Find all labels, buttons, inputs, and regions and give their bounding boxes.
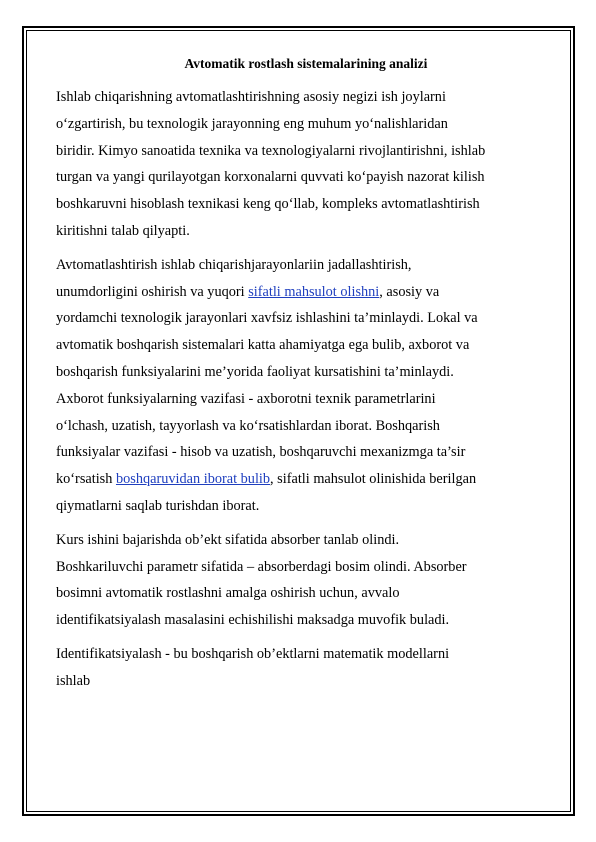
text-line (56, 466, 556, 493)
text-line (56, 413, 556, 440)
text-segment: Avtomatlashtirish ishlab chiqarishjarayonlariin jadallashtirish, (56, 256, 412, 273)
text-segment: , asosiy va (379, 283, 440, 300)
text-segment: Identifikatsiyalash - bu boshqarish ob’ektlarni matematik modellarni (56, 645, 450, 662)
text-line (56, 84, 556, 111)
text-segment: turgan va yangi qurilayotgan korxonalarni quvvati ko‘payish nazorat kilish (56, 169, 485, 186)
text-line (56, 164, 556, 191)
text-segment: Boshkariluvchi parametr sifatida – absorberdagi bosim olindi. Absorber (56, 558, 467, 575)
text-segment: o‘zgartirish, bu texnologik jarayonning eng muhum yo‘nalishlaridan (56, 115, 448, 132)
text-line (56, 218, 556, 245)
inline-link[interactable]: sifatli mahsulot olishni (248, 283, 380, 300)
text-line (56, 554, 556, 581)
text-segment: unumdorligini oshirish va yuqori (56, 283, 249, 300)
text-segment: identifikatsiyalash masalasini echishilishi maksadga muvofik buladi. (56, 612, 450, 629)
paragraph-2 (56, 252, 556, 520)
text-segment: o‘lchash, uzatish, tayyorlash va ko‘rsatishlardan iborat. Boshqarish (56, 417, 440, 434)
text-line (56, 359, 556, 386)
text-segment: ishlab (56, 672, 91, 689)
text-segment: qiymatlarni saqlab turishdan iborat. (56, 497, 260, 514)
text-line (56, 252, 556, 279)
text-segment: Ishlab chiqarishning avtomatlashtirishning asosiy negizi ish joylarni (56, 89, 446, 105)
text-line (56, 607, 556, 634)
document-title: Avtomatik rostlash sistemalarining analizi (184, 56, 428, 71)
text-line (56, 191, 556, 218)
text-line (56, 668, 556, 695)
text-segment: , sifatli mahsulot olinishida berilgan (270, 471, 477, 488)
text-segment: Kurs ishini bajarishda ob’ekt sifatida absorber tanlab olindi. (56, 531, 400, 548)
text-line (56, 279, 556, 306)
text-line (56, 305, 556, 332)
text-segment: avtomatik boshqarish sistemalari katta ahamiyatga ega bulib, axborot va (56, 337, 470, 354)
text-line (56, 111, 556, 138)
text-segment: boshkaruvni hisoblash texnikasi keng qo‘llab, kompleks avtomatlashtirish (56, 196, 480, 213)
text-segment: ko‘rsatish (56, 471, 116, 488)
text-line (56, 641, 556, 668)
text-line (56, 527, 556, 554)
text-segment: biridir. Kimyo sanoatida texnika va texnologiyalarni rivojlantirishni, ishlab (56, 142, 486, 159)
paragraphs (56, 84, 556, 695)
text-segment: kiritishni talab qilyapti. (56, 222, 190, 239)
text-segment: funksiyalar vazifasi - hisob va uzatish, boshqaruvchi mexanizmga ta’sir (56, 444, 466, 461)
inline-link[interactable]: boshqaruvidan iborat bulib (115, 471, 271, 488)
text-segment: bosimni avtomatik rostlashni amalga oshirish uchun, avvalo (56, 585, 400, 602)
text-segment: boshqarish funksiyalarini me’yorida faoliyat kursatishini ta’minlaydi. (56, 363, 454, 380)
text-line (56, 332, 556, 359)
paragraph-4 (56, 641, 556, 695)
text-line (56, 580, 556, 607)
paragraph-3 (56, 527, 556, 634)
text-segment: Axborot funksiyalarning vazifasi - axborotni texnik parametrlarini (56, 390, 436, 407)
text-segment: yordamchi texnologik jarayonlari xavfsiz ishlashini ta’minlaydi. Lokal va (56, 310, 478, 327)
text-line (56, 138, 556, 165)
text-line (56, 493, 556, 520)
text-line (56, 439, 556, 466)
document-body (56, 54, 556, 702)
paragraph-1 (56, 84, 556, 245)
text-line (56, 386, 556, 413)
